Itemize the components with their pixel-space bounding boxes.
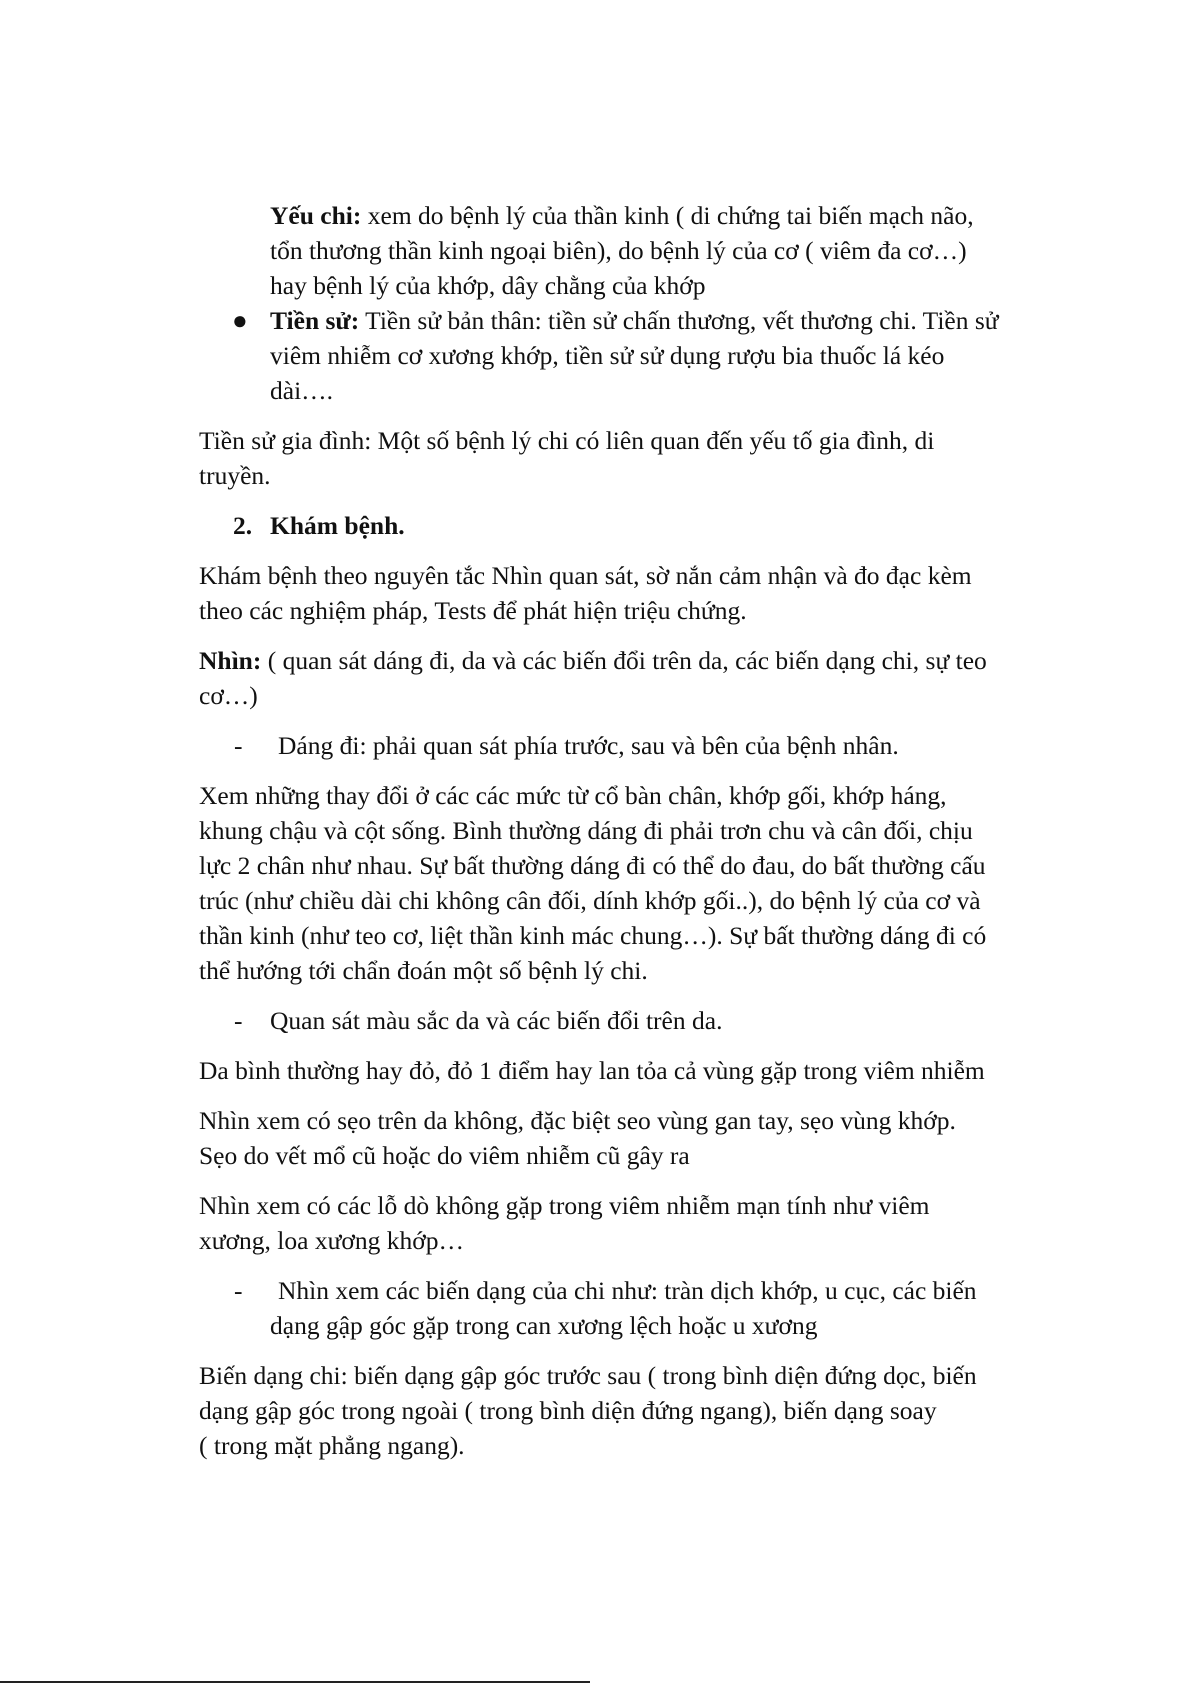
gia-dinh-line-1: Tiền sử gia đình: Một số bệnh lý chi có liên quan đến yếu tố gia đình, di bbox=[199, 426, 935, 455]
seo-line-2: Sẹo do vết mổ cũ hoặc do viêm nhiễm cũ gây ra bbox=[199, 1141, 690, 1170]
bien-dang-chi-line-2: dạng gập góc trong ngoài ( trong bình diện đứng ngang), biến dạng soay bbox=[199, 1396, 937, 1425]
bien-dang-item-line-1: Nhìn xem các biến dạng của chi như: tràn dịch khớp, u cục, các biến bbox=[278, 1276, 977, 1305]
lo-do-line-1: Nhìn xem có các lỗ dò không gặp trong viêm nhiễm mạn tính như viêm bbox=[199, 1191, 930, 1220]
footer-divider bbox=[0, 1681, 590, 1683]
kham-intro-line-2: theo các nghiệm pháp, Tests để phát hiện triệu chứng. bbox=[199, 596, 747, 625]
xem-line-6: thể hướng tới chẩn đoán một số bệnh lý chi. bbox=[199, 956, 648, 985]
section-2-title: Khám bệnh. bbox=[270, 511, 405, 540]
xem-line-1: Xem những thay đổi ở các các mức từ cổ bàn chân, khớp gối, khớp háng, bbox=[199, 781, 947, 810]
kham-intro-line-1: Khám bệnh theo nguyên tắc Nhìn quan sát, sờ nắn cảm nhận và đo đạc kèm bbox=[199, 561, 972, 590]
bien-dang-chi-line-1: Biến dạng chi: biến dạng gập góc trước sau ( trong bình diện đứng dọc, biến bbox=[199, 1361, 977, 1390]
lo-do-line-2: xương, loa xương khớp… bbox=[199, 1226, 464, 1255]
yeu-chi-line-1: Yếu chi: xem do bệnh lý của thần kinh ( di chứng tai biến mạch não, bbox=[270, 201, 974, 230]
tien-su-line-1: Tiền sử: Tiền sử bản thân: tiền sử chấn thương, vết thương chi. Tiền sử bbox=[270, 306, 999, 335]
section-2-number: 2. bbox=[233, 511, 253, 540]
yeu-chi-line-2: tổn thương thần kinh ngoại biên), do bệnh lý của cơ ( viêm đa cơ…) bbox=[270, 236, 967, 265]
nhin-line-2: cơ…) bbox=[199, 681, 258, 710]
dash-icon: - bbox=[234, 731, 243, 760]
nhin-label: Nhìn: bbox=[199, 646, 262, 675]
yeu-chi-label: Yếu chi: bbox=[270, 201, 362, 230]
tien-su-line-2: viêm nhiễm cơ xương khớp, tiền sử sử dụng rượu bia thuốc lá kéo bbox=[270, 341, 945, 370]
tien-su-label: Tiền sử: bbox=[270, 306, 360, 335]
xem-line-2: khung chậu và cột sống. Bình thường dáng đi phải trơn chu và cân đối, chịu bbox=[199, 816, 973, 845]
bullet-icon: ● bbox=[232, 306, 248, 335]
mau-sac-text: Quan sát màu sắc da và các biến đổi trên da. bbox=[270, 1006, 723, 1035]
dang-di-text: Dáng đi: phải quan sát phía trước, sau và bên của bệnh nhân. bbox=[278, 731, 899, 760]
tien-su-line-3: dài…. bbox=[270, 376, 334, 405]
bien-dang-chi-line-3: ( trong mặt phẳng ngang). bbox=[199, 1431, 465, 1460]
yeu-chi-line-3: hay bệnh lý của khớp, dây chằng của khớp bbox=[270, 271, 706, 300]
gia-dinh-line-2: truyền. bbox=[199, 461, 271, 490]
dash-icon: - bbox=[234, 1006, 243, 1035]
da-binh-thuong-line-1: Da bình thường hay đỏ, đỏ 1 điểm hay lan tỏa cả vùng gặp trong viêm nhiễm bbox=[199, 1056, 985, 1085]
nhin-line-1: Nhìn: ( quan sát dáng đi, da và các biến đổi trên da, các biến dạng chi, sự teo bbox=[199, 646, 987, 675]
xem-line-5: thần kinh (như teo cơ, liệt thần kinh mác chung…). Sự bất thường dáng đi có bbox=[199, 921, 987, 950]
seo-line-1: Nhìn xem có sẹo trên da không, đặc biệt seo vùng gan tay, sẹo vùng khớp. bbox=[199, 1106, 956, 1135]
xem-line-4: trúc (như chiều dài chi không cân đối, dính khớp gối..), do bệnh lý của cơ và bbox=[199, 886, 981, 915]
dash-icon: - bbox=[234, 1276, 243, 1305]
xem-line-3: lực 2 chân như nhau. Sự bất thường dáng đi có thể do đau, do bất thường cấu bbox=[199, 851, 986, 880]
bien-dang-item-line-2: dạng gập góc gặp trong can xương lệch hoặc u xương bbox=[270, 1311, 818, 1340]
